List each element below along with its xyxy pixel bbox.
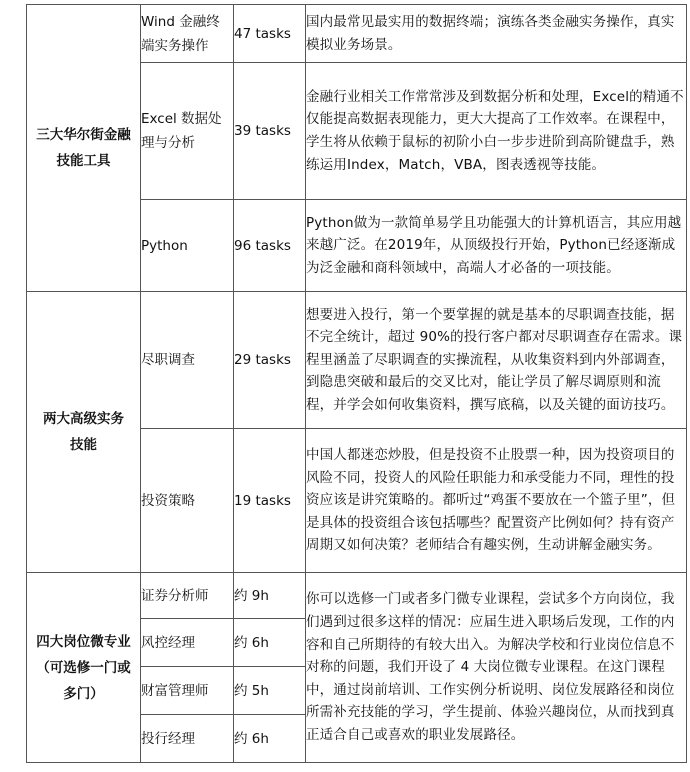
- course-name-cell: [141, 573, 234, 619]
- course-name-line: Wind 金融终: [141, 13, 220, 30]
- micro-major-description: 你可以选修一门或者多门微专业课程，尝试多个方向岗位，我们遇到过很多这样的情况：应届生进入职场后发现，工作的内容和自己所期待的有较大出入。为解决学校和行业岗位信息不对称的问题，我们开设了 4 大岗位微专业课程。在这门课程中，通过岗前培训、工作实例分析说明、岗位发展路径和岗位所需补充技能的学习，学生提前、体验兴趣岗位，从而找到真正适合自己或喜欢的职业发展路径。: [306, 573, 687, 763]
- course-name-line: Python: [141, 237, 188, 254]
- course-description: Python做为一款简单易学且功能强大的计算机语言，其应用越来越广泛。在2019年，从顶级投行开始，Python已经逐渐成为泛金融和商科领域中，高端人才必备的一项技能。: [306, 200, 687, 292]
- course-description: 国内最常见最实用的数据终端；演练各类金融实务操作，真实模拟业务场景。: [306, 5, 687, 63]
- course-name-line: 尽职调查: [141, 352, 195, 368]
- course-name-line: 证券分析师: [141, 587, 209, 604]
- course-count: 约 5h: [234, 667, 306, 715]
- course-count: 19 tasks: [234, 429, 306, 573]
- course-name-line: 投资策略: [141, 492, 195, 509]
- course-name-cell: [141, 5, 234, 63]
- course-count: 29 tasks: [234, 292, 306, 429]
- category-label-line: 两大高级实务: [43, 411, 124, 427]
- course-name-line: 投行经理: [141, 730, 195, 747]
- course-count: 39 tasks: [234, 63, 306, 200]
- course-name-cell: [141, 619, 234, 667]
- course-count: 约 6h: [234, 715, 306, 763]
- category-label-line: 多门）: [63, 685, 104, 702]
- category-label-line: （可选修一门或: [36, 659, 131, 676]
- course-count: 约 9h: [234, 573, 306, 619]
- course-description: 想要进入投行，第一个要掌握的就是基本的尽职调查技能，据不完全统计，超过 90%的投行客户都对尽职调查存在需求。课程里涵盖了尽职调查的实操流程，从收集资料到内外部调查，到隐患突破和最后的交叉比对，能让学员了解尽调原则和流程，并学会如何收集资料，撰写底稿，以及关键的面访技巧。: [306, 292, 687, 429]
- course-description: 金融行业相关工作常常涉及到数据分析和处理，Excel的精通不仅能提高数据表现能力，更大大提高了工作效率。在课程中，学生将从依赖于鼠标的初阶小白一步步进阶到高阶键盘手，熟练运用Index，Match，VBA，图表透视等技能。: [306, 63, 687, 200]
- course-count: 约 6h: [234, 619, 306, 667]
- table-row: [27, 573, 687, 619]
- course-count: 96 tasks: [234, 200, 306, 292]
- course-name-cell: [141, 200, 234, 292]
- category-label-line: 三大华尔街金融: [36, 127, 131, 143]
- course-name-line: 理与分析: [141, 135, 195, 151]
- category-cell: [27, 573, 141, 763]
- table-row: [27, 5, 687, 63]
- category-label-line: 技能工具: [56, 153, 111, 169]
- course-description: 中国人都迷恋炒股，但是投资不止股票一种，因为投资项目的风险不同，投资人的风险任职能力和承受能力不同，理性的投资应该是讲究策略的。都听过“鸡蛋不要放在一个篮子里”，但是具体的投资组合该包括哪些？配置资产比例如何？持有资产周期又如何决策？老师结合有趣实例，生动讲解金融实务。: [306, 429, 687, 573]
- course-name-line: Excel 数据处: [141, 111, 222, 127]
- course-name-line: 风控经理: [141, 634, 195, 651]
- course-name-cell: [141, 63, 234, 200]
- course-name-cell: [141, 429, 234, 573]
- course-table: [26, 4, 687, 763]
- category-label-line: 四大岗位微专业: [36, 633, 131, 650]
- category-cell: [27, 292, 141, 573]
- category-cell: [27, 5, 141, 292]
- category-label-line: 技能: [70, 437, 97, 453]
- course-name-cell: [141, 715, 234, 763]
- course-name-line: 端实务操作: [141, 37, 209, 54]
- course-name-cell: [141, 667, 234, 715]
- course-count: 47 tasks: [234, 5, 306, 63]
- course-name-cell: [141, 292, 234, 429]
- course-name-line: 财富管理师: [141, 682, 209, 699]
- table-row: [27, 292, 687, 429]
